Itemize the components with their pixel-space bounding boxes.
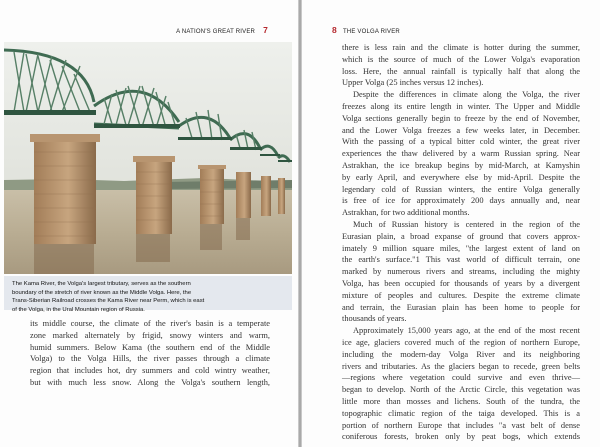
caption-line: of the Volga, in the Ural Mountain region of Russia. <box>12 306 145 313</box>
text-line: which is the source of much of the Lower Volga's evaporation <box>342 54 580 64</box>
text-line: Despite the differences in climate along the Volga, the river <box>353 90 580 100</box>
text-line: thousands of years. <box>342 314 407 324</box>
text-line: marked by numerous rivers and streams, including the mighty <box>342 267 580 277</box>
right-body-text <box>342 42 580 443</box>
photo-caption <box>4 276 292 313</box>
text-line: freezes along its entire length in winter. The Upper and Middle <box>342 101 580 111</box>
text-line: Eurasian plain, a broad expanse of ground that covers approx- <box>342 231 580 241</box>
right-page-number: 8 <box>332 25 337 35</box>
left-page <box>0 0 298 447</box>
text-line: and the Lower Volga freezes a few weeks later, in December. <box>342 125 580 135</box>
text-line: is free of ice for approximately 200 days annually and, near <box>342 196 580 206</box>
text-line: zone marked alternately by frigid, snowy winters and warm, <box>30 330 270 340</box>
text-line: Approximately 15,000 years ago, at the end of the most recent <box>353 326 580 336</box>
right-page <box>302 0 600 447</box>
text-line: —regions where vegetation could survive and even thrive— <box>342 373 580 383</box>
text-line: Upper Volga (25 inches versus 12 inches). <box>342 78 484 88</box>
text-line: Astrakhan, for two additional months. <box>342 208 470 218</box>
text-line: With the passing of a typical bitter cold winter, the great river <box>342 137 580 147</box>
text-line: its middle course, the climate of the river's basin is a temperate <box>30 319 270 328</box>
bridge-illustration <box>4 42 292 274</box>
text-line: humid summers. Below Kama (the southern end of the Middle <box>30 342 270 352</box>
text-line: experiences the thaw delivered by a warm Russian spring. Near <box>342 149 580 159</box>
caption-line: The Kama River, the Volga's largest tributary, serves as the southern <box>12 281 191 287</box>
left-body-text <box>30 318 270 389</box>
text-line: Much of Russian history is centered in the region of the <box>353 219 580 229</box>
bridge-photo <box>4 42 292 274</box>
text-line: coniferous forests, broken only by peat bogs, which extends <box>342 432 580 442</box>
left-running-head-title: A NATION'S GREAT RIVER <box>176 29 256 35</box>
text-line: legendary cold of Russian winters, the entire Volga generally <box>342 184 580 194</box>
text-line: including the modern-day Volga River and its neighboring <box>342 349 580 359</box>
left-running-head <box>176 25 268 35</box>
text-line: Volga sections generally begin to freeze by the end of November, <box>342 113 580 123</box>
caption-line: Trans-Siberian Railroad crosses the Kama River near Perm, which is east <box>12 298 205 304</box>
text-line: imately 9 million square miles, "the largest extent of land on <box>342 243 580 253</box>
text-line: mixture of peoples and cultures. Despite the extreme climate <box>342 290 580 300</box>
right-running-head <box>332 25 400 35</box>
text-line: by early April, and everywhere else by mid-April. Despite the <box>342 172 580 182</box>
text-line: Astrakhan, the ice breakup begins by mid-March, at Kamyshin <box>342 160 580 170</box>
right-running-head-title: THE VOLGA RIVER <box>342 29 400 35</box>
text-line: topographic climatic region of the taiga developed. This is a <box>342 408 580 418</box>
text-line: Volga) to the Volga Hills, the river passes through a climate <box>30 354 270 364</box>
text-line: portion of northern Europe that includes "a vast belt of dense <box>342 420 580 430</box>
text-line: loss. Here, the annual rainfall is typically half that along the <box>342 66 580 76</box>
text-line: rivers and tributaries. As the glaciers began to recede, green belts <box>342 361 580 371</box>
text-line: began to develop. North of the Arctic Circle, this vegetation was <box>342 385 580 395</box>
left-page-number: 7 <box>263 25 268 35</box>
text-line: but with much less snow. Along the Volga's southern length, <box>30 377 270 387</box>
text-line: Volga, has been occupied for thousands of years by a divergent <box>342 278 580 288</box>
text-line: and terrain, the Eurasian plain has been home to people for <box>342 302 580 312</box>
text-line: little more than mosses and lichens. South of the tundra, the <box>342 396 580 406</box>
caption-line: boundary of the stretch of river known as the Middle Volga. Here, the <box>12 289 192 296</box>
text-line: there is less rain and the climate is hotter during the summer, <box>342 43 580 52</box>
text-line: ice age, glaciers covered much of the region of northern Europe, <box>342 337 580 347</box>
text-line: the earth's surface."1 This vast world of difficult terrain, one <box>342 255 580 265</box>
caption-text <box>12 280 284 314</box>
text-line: region that includes hot, dry summers and cold wintry weather, <box>30 366 270 376</box>
